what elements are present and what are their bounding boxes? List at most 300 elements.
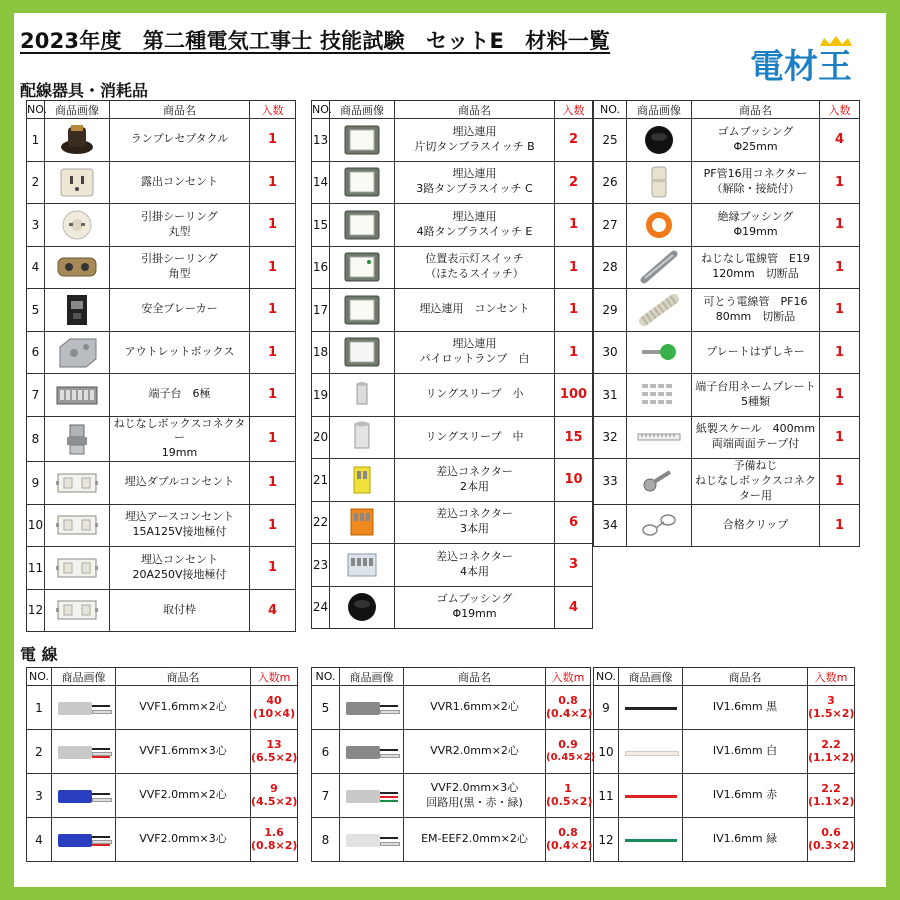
item-quantity: 1 [555,289,593,332]
wire-core-icon [625,795,677,798]
header-row [312,101,593,119]
indicator-switch-icon [339,257,385,276]
item-quantity: 1 [820,331,860,374]
item-quantity: 1 [250,289,296,332]
table-row [27,462,296,505]
item-number: 30 [594,331,627,374]
item-quantity: 1 [820,459,860,505]
quantity-total: 1.6 [264,825,284,839]
item-number: 23 [312,544,330,587]
wire-sample-icon [625,746,677,759]
table-row [312,686,591,730]
item-number: 9 [594,686,619,730]
item-name: ゴムブッシング Φ25mm [692,119,820,162]
item-number: 7 [27,374,45,417]
item-name: 埋込ダブルコンセント [110,462,250,505]
header-image: 商品画像 [330,101,395,119]
item-image [45,331,110,374]
item-quantity: 2 [555,119,593,162]
wire-sample-icon [346,702,398,715]
item-name: EM-EEF2.0mm×2心 [404,818,546,862]
item-image [330,161,395,204]
exposed-outlet-icon [54,172,100,191]
item-image [52,818,116,862]
quantity-breakdown: (4.5×2) [251,794,298,808]
header-name: 商品名 [692,101,820,119]
wire-core-icon [380,796,398,798]
wire-sample-icon [346,790,398,803]
wire-sample-icon [625,834,677,847]
header-no: NO. [27,668,52,686]
item-image [45,204,110,247]
header-no: NO. [312,668,340,686]
item-number: 8 [312,818,340,862]
wire-jacket-icon [346,702,380,715]
table-row [312,416,593,459]
item-number: 5 [27,289,45,332]
table-row [312,246,593,289]
table-row [27,589,296,632]
item-image [330,204,395,247]
table-row [594,161,860,204]
item-number: 33 [594,459,627,505]
wire-core-icon [625,707,677,710]
item-number: 10 [594,730,619,774]
item-number: 34 [594,504,627,547]
item-image [627,459,692,505]
header-no: NO. [594,101,627,119]
item-name: 埋込連用 片切タンブラスイッチ B [395,119,555,162]
item-image [627,119,692,162]
wire-core-icon [92,793,110,795]
wire-jacket-icon [346,790,380,803]
wire-jacket-icon [346,834,380,847]
wire-core-icon [380,705,398,707]
table-row [594,119,860,162]
item-image [45,161,110,204]
item-quantity [808,774,855,818]
header-row [27,101,296,119]
item-number: 28 [594,246,627,289]
clip-icon [636,515,682,534]
wire-core-icon [625,839,677,842]
header-qty: 入数m [546,668,591,686]
header-qty: 入数 [820,101,860,119]
item-image [330,331,395,374]
item-name: 紙製スケール 400mm 両端両面テープ付 [692,416,820,459]
outlet-box-icon [54,342,100,361]
item-number: 8 [27,416,45,462]
item-number: 21 [312,459,330,502]
item-image [45,119,110,162]
header-image: 商品画像 [52,668,116,686]
table-row [27,416,296,462]
item-name: VVR2.0mm×2心 [404,730,546,774]
wire-jacket-icon [58,790,92,803]
item-image [340,730,404,774]
item-image [45,289,110,332]
quantity-total: 0.6 [821,825,841,839]
quantity-breakdown: (1.1×2) [808,794,855,808]
quantity-total: 3 [827,693,835,707]
item-quantity: 1 [250,416,296,462]
item-number: 19 [312,374,330,417]
device-table-1 [26,100,296,632]
table-row [594,686,855,730]
tumbler-switch-icon [339,129,385,148]
quantity-breakdown: (0.5×2) [546,794,593,808]
item-quantity: 4 [250,589,296,632]
item-name: 取付枠 [110,589,250,632]
item-quantity: 15 [555,416,593,459]
item-number: 2 [27,730,52,774]
item-name: VVF1.6mm×3心 [116,730,251,774]
item-name: 引掛シーリング 角型 [110,246,250,289]
wire-sample-icon [346,834,398,847]
svg-text:電材王: 電材王 [750,47,852,87]
item-number: 17 [312,289,330,332]
table-row [312,119,593,162]
item-name: IV1.6mm 黒 [683,686,808,730]
item-image [340,818,404,862]
item-image [52,686,116,730]
item-quantity: 1 [820,289,860,332]
item-number: 10 [27,504,45,547]
item-number: 16 [312,246,330,289]
item-quantity: 4 [555,586,593,629]
item-number: 11 [27,547,45,590]
item-image [330,289,395,332]
table-row [27,774,298,818]
item-image [619,774,683,818]
wire-core-icon [380,837,398,839]
item-quantity [546,730,596,774]
item-name: 端子台 6極 [110,374,250,417]
item-number: 4 [27,818,52,862]
item-number: 27 [594,204,627,247]
item-name: 埋込連用 パイロットランプ 白 [395,331,555,374]
item-image [45,462,110,505]
table-row [27,686,298,730]
item-name: IV1.6mm 白 [683,730,808,774]
brand-logo [750,34,870,87]
item-number: 26 [594,161,627,204]
item-name: ランプレセプタクル [110,119,250,162]
item-image [330,119,395,162]
item-quantity [251,730,298,774]
table-row [27,119,296,162]
item-name: 可とう電線管 PF16 80mm 切断品 [692,289,820,332]
item-name: 埋込コンセント 20A250V接地極付 [110,547,250,590]
item-name: VVF1.6mm×2心 [116,686,251,730]
item-image [627,289,692,332]
item-quantity: 4 [820,119,860,162]
name-plate-icon [636,384,682,403]
item-name: 位置表示灯スイッチ （ほたるスイッチ） [395,246,555,289]
insulating-bushing-icon [636,214,682,233]
item-image [45,589,110,632]
item-quantity: 10 [555,459,593,502]
item-quantity: 1 [250,547,296,590]
item-image [330,374,395,417]
wire-jacket-icon [58,702,92,715]
item-number: 32 [594,416,627,459]
table-row [594,331,860,374]
item-quantity [546,686,591,730]
item-quantity [251,818,298,862]
item-image [330,246,395,289]
item-number: 4 [27,246,45,289]
header-qty: 入数m [808,668,855,686]
table-row [312,161,593,204]
quantity-breakdown: (0.45×2) [546,752,596,764]
push-connector-2-icon [339,469,385,488]
header-image: 商品画像 [627,101,692,119]
wire-core-icon [92,705,110,707]
item-name: 差込コネクター 2本用 [395,459,555,502]
plate-key-icon [636,342,682,361]
item-name: ねじなしボックスコネクター 19mm [110,416,250,462]
wire-core-icon [92,798,112,802]
item-quantity: 1 [250,331,296,374]
item-name: 安全ブレーカー [110,289,250,332]
table-row [27,246,296,289]
item-image [330,459,395,502]
item-name: リングスリーブ 小 [395,374,555,417]
wire-table-1 [26,667,298,862]
item-number: 25 [594,119,627,162]
wire-sample-icon [58,790,110,803]
wire-sample-icon [346,746,398,759]
header-name: 商品名 [110,101,250,119]
item-name: プレートはずしキー [692,331,820,374]
table-row [27,818,298,862]
quantity-total: 0.8 [558,825,578,839]
item-number: 6 [27,331,45,374]
header-name: 商品名 [683,668,808,686]
item-quantity [808,818,855,862]
wire-core-icon [92,836,110,838]
item-number: 14 [312,161,330,204]
rubber-bushing-icon [636,129,682,148]
table-row [594,459,860,505]
table-row [312,459,593,502]
table-row [312,774,591,818]
double-outlet-icon [54,472,100,491]
table-row [594,416,860,459]
header-qty: 入数m [251,668,298,686]
item-name: IV1.6mm 赤 [683,774,808,818]
header-no: NO. [27,101,45,119]
push-connector-4-icon [339,554,385,573]
item-image [52,774,116,818]
table-row [27,730,298,774]
item-name: VVF2.0mm×3心 回路用(黒・赤・緑) [404,774,546,818]
page-title: 2023年度 第二種電気工事士 技能試験 セットE 材料一覧 [20,29,611,53]
item-quantity: 1 [820,246,860,289]
item-quantity [546,818,591,862]
quantity-total: 0.8 [558,693,578,707]
item-name: 埋込連用 コンセント [395,289,555,332]
item-image [619,686,683,730]
item-name: 合格クリップ [692,504,820,547]
quantity-breakdown: (0.8×2) [251,838,298,852]
header-image: 商品画像 [619,668,683,686]
header-no: NO. [312,101,330,119]
item-image [45,504,110,547]
item-name: リングスリーブ 中 [395,416,555,459]
quantity-total: 9 [270,781,278,795]
item-number: 29 [594,289,627,332]
quantity-total: 40 [266,693,282,707]
quantity-breakdown: (0.4×2) [546,706,593,720]
quantity-breakdown: (1.1×2) [808,750,855,764]
item-image [45,246,110,289]
item-quantity: 1 [555,204,593,247]
wire-jacket-icon [346,746,380,759]
wire-jacket-icon [58,746,92,759]
wire-sample-icon [58,746,110,759]
wire-jacket-icon [58,834,92,847]
item-quantity [546,774,591,818]
item-image [627,374,692,417]
item-quantity: 1 [250,161,296,204]
header-qty: 入数 [555,101,593,119]
item-number: 3 [27,204,45,247]
item-image [627,331,692,374]
item-number: 13 [312,119,330,162]
item-name: 端子台用ネームプレート 5種類 [692,374,820,417]
item-number: 20 [312,416,330,459]
item-quantity: 1 [250,204,296,247]
item-name: 埋込アースコンセント 15A125V接地極付 [110,504,250,547]
item-name: 引掛シーリング 丸型 [110,204,250,247]
item-number: 1 [27,686,52,730]
item-quantity: 100 [555,374,593,417]
item-number: 9 [27,462,45,505]
item-name: 埋込連用 3路タンブラスイッチ C [395,161,555,204]
section-title-devices: 配線器具・消耗品 [20,81,149,100]
item-name: IV1.6mm 緑 [683,818,808,862]
table-row [27,289,296,332]
wire-sample-icon [58,702,110,715]
wire-core-icon [92,756,110,758]
quantity-breakdown: (1.5×2) [808,706,855,720]
item-quantity: 1 [250,374,296,417]
item-name: 埋込連用 4路タンブラスイッチ E [395,204,555,247]
wire-core-icon [625,751,679,756]
item-number: 3 [27,774,52,818]
header-row [312,668,591,686]
rubber-bushing-icon [339,597,385,616]
table-row [312,331,593,374]
table-row [312,544,593,587]
item-image [52,730,116,774]
quantity-breakdown: (6.5×2) [251,750,298,764]
quantity-breakdown: (0.3×2) [808,838,855,852]
wire-core-icon [92,748,110,750]
table-row [594,730,855,774]
table-row [594,818,855,862]
table-row [312,204,593,247]
item-quantity: 1 [555,331,593,374]
wire-table-2 [311,667,596,862]
wire-core-icon [92,844,110,846]
device-table-3 [593,100,860,547]
item-quantity: 1 [820,504,860,547]
wire-core-icon [380,710,400,714]
item-name: PF管16用コネクター （解除・接続付） [692,161,820,204]
table-row [27,204,296,247]
tumbler-switch-icon [339,214,385,233]
table-row [27,161,296,204]
item-number: 24 [312,586,330,629]
table-row [594,246,860,289]
lamp-receptacle-icon [54,129,100,148]
item-name: 露出コンセント [110,161,250,204]
item-image [627,161,692,204]
item-number: 7 [312,774,340,818]
table-row [594,289,860,332]
item-quantity: 1 [820,374,860,417]
item-name: VVF2.0mm×3心 [116,818,251,862]
paper-scale-icon [636,427,682,446]
header-image: 商品画像 [340,668,404,686]
item-image [627,416,692,459]
ring-sleeve-small-icon [339,384,385,403]
mounting-frame-icon [54,600,100,619]
item-name: ゴムブッシング Φ19mm [395,586,555,629]
item-quantity: 1 [820,416,860,459]
item-quantity: 3 [555,544,593,587]
item-quantity [808,730,855,774]
item-number: 11 [594,774,619,818]
item-name: アウトレットボックス [110,331,250,374]
header-name: 商品名 [116,668,251,686]
table-row [594,374,860,417]
table-row [312,501,593,544]
ring-sleeve-medium-icon [339,427,385,446]
table-row [27,547,296,590]
item-quantity [808,686,855,730]
device-table-2 [311,100,593,629]
table-row [312,818,591,862]
wire-sample-icon [625,702,677,715]
item-image [340,774,404,818]
item-image [627,246,692,289]
item-quantity: 1 [555,246,593,289]
flexible-conduit-icon [636,299,682,318]
item-number: 22 [312,501,330,544]
earth-outlet-icon [54,515,100,534]
table-row [312,586,593,629]
wire-core-icon [380,754,400,758]
item-quantity [251,686,298,730]
item-quantity: 1 [250,462,296,505]
wire-core-icon [380,749,398,751]
item-quantity: 1 [250,119,296,162]
header-row [594,668,855,686]
conduit-icon [636,257,682,276]
wire-core-icon [92,710,112,714]
quantity-breakdown: (10×4) [252,706,296,720]
table-row [27,374,296,417]
ceiling-round-icon [54,214,100,233]
table-row [594,204,860,247]
item-name: 差込コネクター 3本用 [395,501,555,544]
quantity-breakdown: (0.4×2) [546,838,593,852]
header-image: 商品画像 [45,101,110,119]
